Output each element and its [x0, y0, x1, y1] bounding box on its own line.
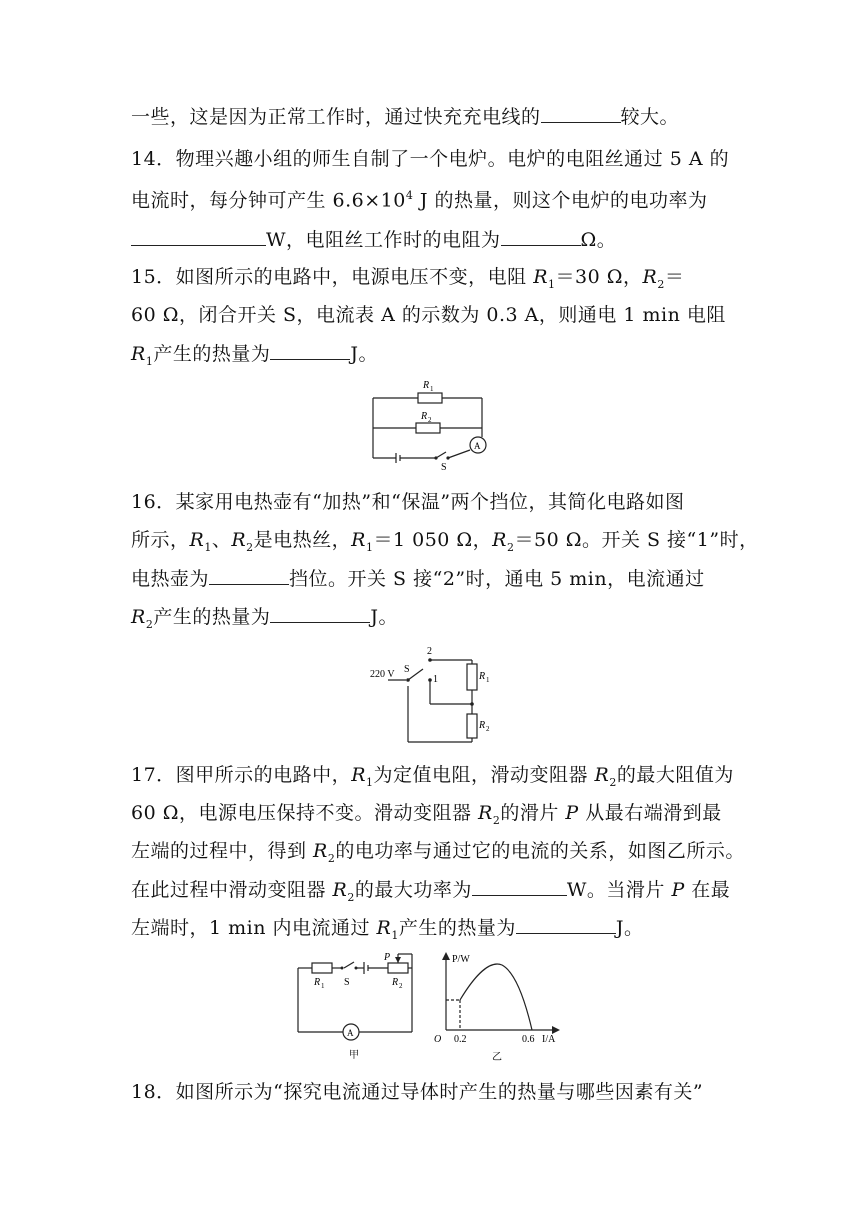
answer-blank[interactable] — [209, 566, 289, 585]
answer-blank[interactable] — [270, 341, 350, 360]
figure-yi-label: 乙 — [492, 1052, 502, 1063]
terminal-1-label: 1 — [433, 674, 438, 685]
r1-label: R — [423, 380, 430, 391]
y-axis-label: P/W — [452, 954, 470, 965]
q16-line4: $R_2$产生的热量为 J。 — [131, 606, 398, 631]
ammeter-label: A — [347, 1028, 354, 1038]
svg-text:1: 1 — [321, 982, 325, 990]
q14-line2: 电流时，每分钟可产生 $6.6\times 10^4$ J 的热量，则这个电炉的电功率为 — [131, 189, 708, 212]
q16-line3: 电热壶为 挡位。开关 S 接“2”时，通电 5 min，电流通过 — [131, 568, 705, 590]
q17-circuit-diagram-jia — [294, 952, 419, 1066]
q13-line1: 一些，这是因为正常工作时，通过快充充电线的 较大。 — [131, 106, 680, 128]
q17-power-current-graph-yi — [430, 950, 570, 1066]
switch-label: S — [441, 462, 447, 472]
answer-blank[interactable] — [270, 604, 370, 623]
svg-text:2: 2 — [486, 725, 490, 733]
q15-line2: 60 Ω，闭合开关 S，电流表 A 的示数为 0.3 A，则通电 1 min 电阻 — [131, 304, 726, 326]
answer-blank[interactable] — [501, 227, 581, 246]
ammeter-label: A — [474, 441, 481, 451]
q17-line1: 17．图甲所示的电路中，$R_1$为定值电阻，滑动变阻器 $R_2$的最大阻值为 — [131, 764, 734, 789]
r2-label: R — [421, 411, 428, 422]
x-tick-0.6: 0.6 — [522, 1034, 535, 1045]
q14-line3: W，电阻丝工作时的电阻为 Ω。 — [131, 227, 616, 252]
power-curve — [460, 964, 532, 1030]
svg-text:2: 2 — [428, 416, 432, 424]
switch-label: S — [344, 977, 350, 988]
voltage-label: 220 V — [370, 669, 395, 680]
q17-line3: 左端的过程中，得到 $R_2$的电功率与通过它的电流的关系，如图乙所示。 — [131, 840, 745, 865]
r1-label: R — [314, 977, 321, 988]
q17-line2: 60 Ω，电源电压保持不变。滑动变阻器 $R_2$的滑片 P 从最右端滑到最 — [131, 802, 722, 827]
q15-line3: $R_1$产生的热量为 J。 — [131, 343, 378, 368]
x-axis-label: I/A — [542, 1034, 556, 1045]
q17-line4: 在此过程中滑动变阻器 $R_2$的最大功率为 W。当滑片 P 在最 — [131, 879, 731, 904]
origin-label: O — [434, 1034, 442, 1045]
answer-blank[interactable] — [541, 104, 621, 123]
svg-text:1: 1 — [430, 385, 434, 393]
svg-text:2: 2 — [399, 982, 403, 990]
q17-line5: 左端时，1 min 内电流通过 $R_1$产生的热量为 J。 — [131, 917, 644, 942]
r2-label: R — [479, 720, 486, 731]
x-tick-0.2: 0.2 — [454, 1034, 467, 1045]
figure-jia-label: 甲 — [349, 1050, 359, 1061]
terminal-2-label: 2 — [427, 646, 432, 657]
q15-line1: 15．如图所示的电路中，电源电压不变，电阻 $R_1=30$ Ω，$R_2=$ — [131, 266, 685, 291]
slider-p-label: P — [384, 952, 391, 963]
r1-label: R — [479, 671, 486, 682]
q14-line1: 14．物理兴趣小组的师生自制了一个电炉。电炉的电阻丝通过 5 A 的 — [131, 148, 730, 170]
answer-blank[interactable] — [131, 227, 266, 246]
answer-blank[interactable] — [516, 915, 616, 934]
q18-line1: 18．如图所示为“探究电流通过导体时产生的热量与哪些因素有关” — [131, 1081, 704, 1103]
q16-circuit-diagram — [368, 642, 498, 746]
r2-label: R — [392, 977, 399, 988]
q16-line1: 16．某家用电热壶有“加热”和“保温”两个挡位，其简化电路如图 — [131, 491, 685, 513]
svg-text:1: 1 — [486, 676, 490, 684]
q15-circuit-diagram — [368, 372, 492, 472]
switch-label: S — [404, 664, 410, 675]
answer-blank[interactable] — [472, 877, 567, 896]
q16-line2: 所示，$R_1$、$R_2$是电热丝，$R_1=1$ 050 Ω，$R_2=50$ Ω。开关 S 接“1”时， — [131, 529, 759, 554]
